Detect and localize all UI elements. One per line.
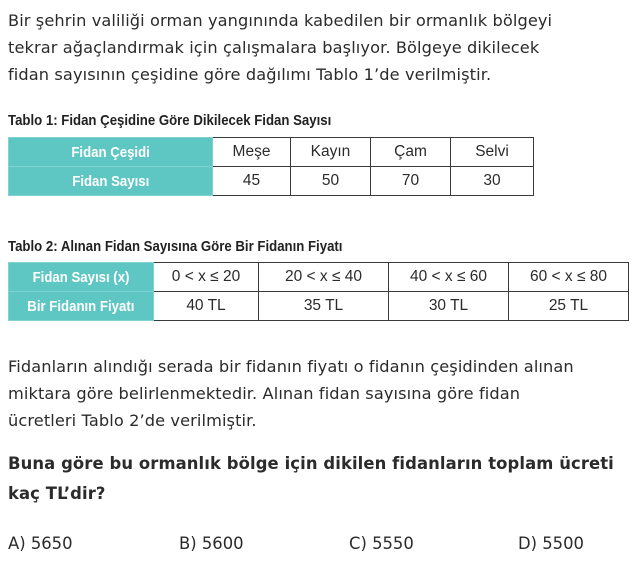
answer-options xyxy=(8,534,628,560)
table-row xyxy=(9,138,534,167)
table-cell: 50 xyxy=(291,167,371,196)
question-line: kaç TL’dir? xyxy=(8,484,106,503)
table-cell: 45 xyxy=(213,167,291,196)
table1-caption-label: Tablo 1: xyxy=(8,112,58,129)
table-cell: 35 TL xyxy=(259,292,389,321)
option-letter: D) xyxy=(518,534,538,553)
table-cell: Selvi xyxy=(451,138,534,167)
table-cell: 20 < x ≤ 40 xyxy=(259,263,389,292)
info-paragraph xyxy=(8,353,628,434)
intro-line: tekrar ağaçlandırmak için çalışmalara başlıyor. Bölgeye dikilecek xyxy=(8,38,540,57)
table1 xyxy=(8,137,534,196)
option-a[interactable] xyxy=(8,534,73,553)
info-line: Fidanların alındığı serada bir fidanın fiyatı o fidanın çeşidinden alınan xyxy=(8,357,574,376)
row-header-fidan-sayisi: Fidan Sayısı xyxy=(9,167,213,196)
option-c[interactable] xyxy=(349,534,414,553)
row-header-fidan-cesidi: Fidan Çeşidi xyxy=(9,138,213,167)
table-cell: 60 < x ≤ 80 xyxy=(509,263,629,292)
table-cell: 40 < x ≤ 60 xyxy=(389,263,509,292)
intro-line: Bir şehrin valiliği orman yangınında kabedilen bir ormanlık bölgeyi xyxy=(8,11,553,30)
option-letter: A) xyxy=(8,534,26,553)
table2-caption-label: Tablo 2: xyxy=(8,238,58,255)
table-row xyxy=(9,167,534,196)
table2-caption-text: Alınan Fidan Sayısına Göre Bir Fidanın Fiyatı xyxy=(60,238,343,255)
question xyxy=(8,449,628,509)
row-header-fidan-sayisi-x: Fidan Sayısı (x) xyxy=(9,263,154,292)
intro-paragraph xyxy=(8,7,628,88)
option-letter: C) xyxy=(349,534,367,553)
table2 xyxy=(8,262,629,321)
table2-caption xyxy=(8,238,342,255)
option-value: 5650 xyxy=(30,534,73,553)
info-line: ücretleri Tablo 2’de verilmiştir. xyxy=(8,411,257,430)
table-cell: 40 TL xyxy=(154,292,259,321)
table1-caption-text: Fidan Çeşidine Göre Dikilecek Fidan Sayısı xyxy=(61,112,332,129)
table-row xyxy=(9,263,629,292)
table-cell: Çam xyxy=(371,138,451,167)
table-cell: 30 xyxy=(451,167,534,196)
option-value: 5550 xyxy=(372,534,414,553)
table-cell: 30 TL xyxy=(389,292,509,321)
row-header-bir-fidanin-fiyati: Bir Fidanın Fiyatı xyxy=(9,292,154,321)
table-cell: 25 TL xyxy=(509,292,629,321)
table-cell: 0 < x ≤ 20 xyxy=(154,263,259,292)
table-cell: Meşe xyxy=(213,138,291,167)
info-line: miktara göre belirlenmektedir. Alınan fidan sayısına göre fidan xyxy=(8,384,521,403)
table-cell: Kayın xyxy=(291,138,371,167)
option-value: 5600 xyxy=(201,534,244,553)
option-value: 5500 xyxy=(542,534,584,553)
table-row xyxy=(9,292,629,321)
intro-line: fidan sayısının çeşidine göre dağılımı Tablo 1’de verilmiştir. xyxy=(8,65,492,84)
option-letter: B) xyxy=(179,534,197,553)
table1-caption xyxy=(8,112,331,129)
option-b[interactable] xyxy=(179,534,244,553)
question-line: Buna göre bu ormanlık bölge için dikilen fidanların toplam ücreti xyxy=(8,454,614,473)
table-cell: 70 xyxy=(371,167,451,196)
option-d[interactable] xyxy=(518,534,584,553)
